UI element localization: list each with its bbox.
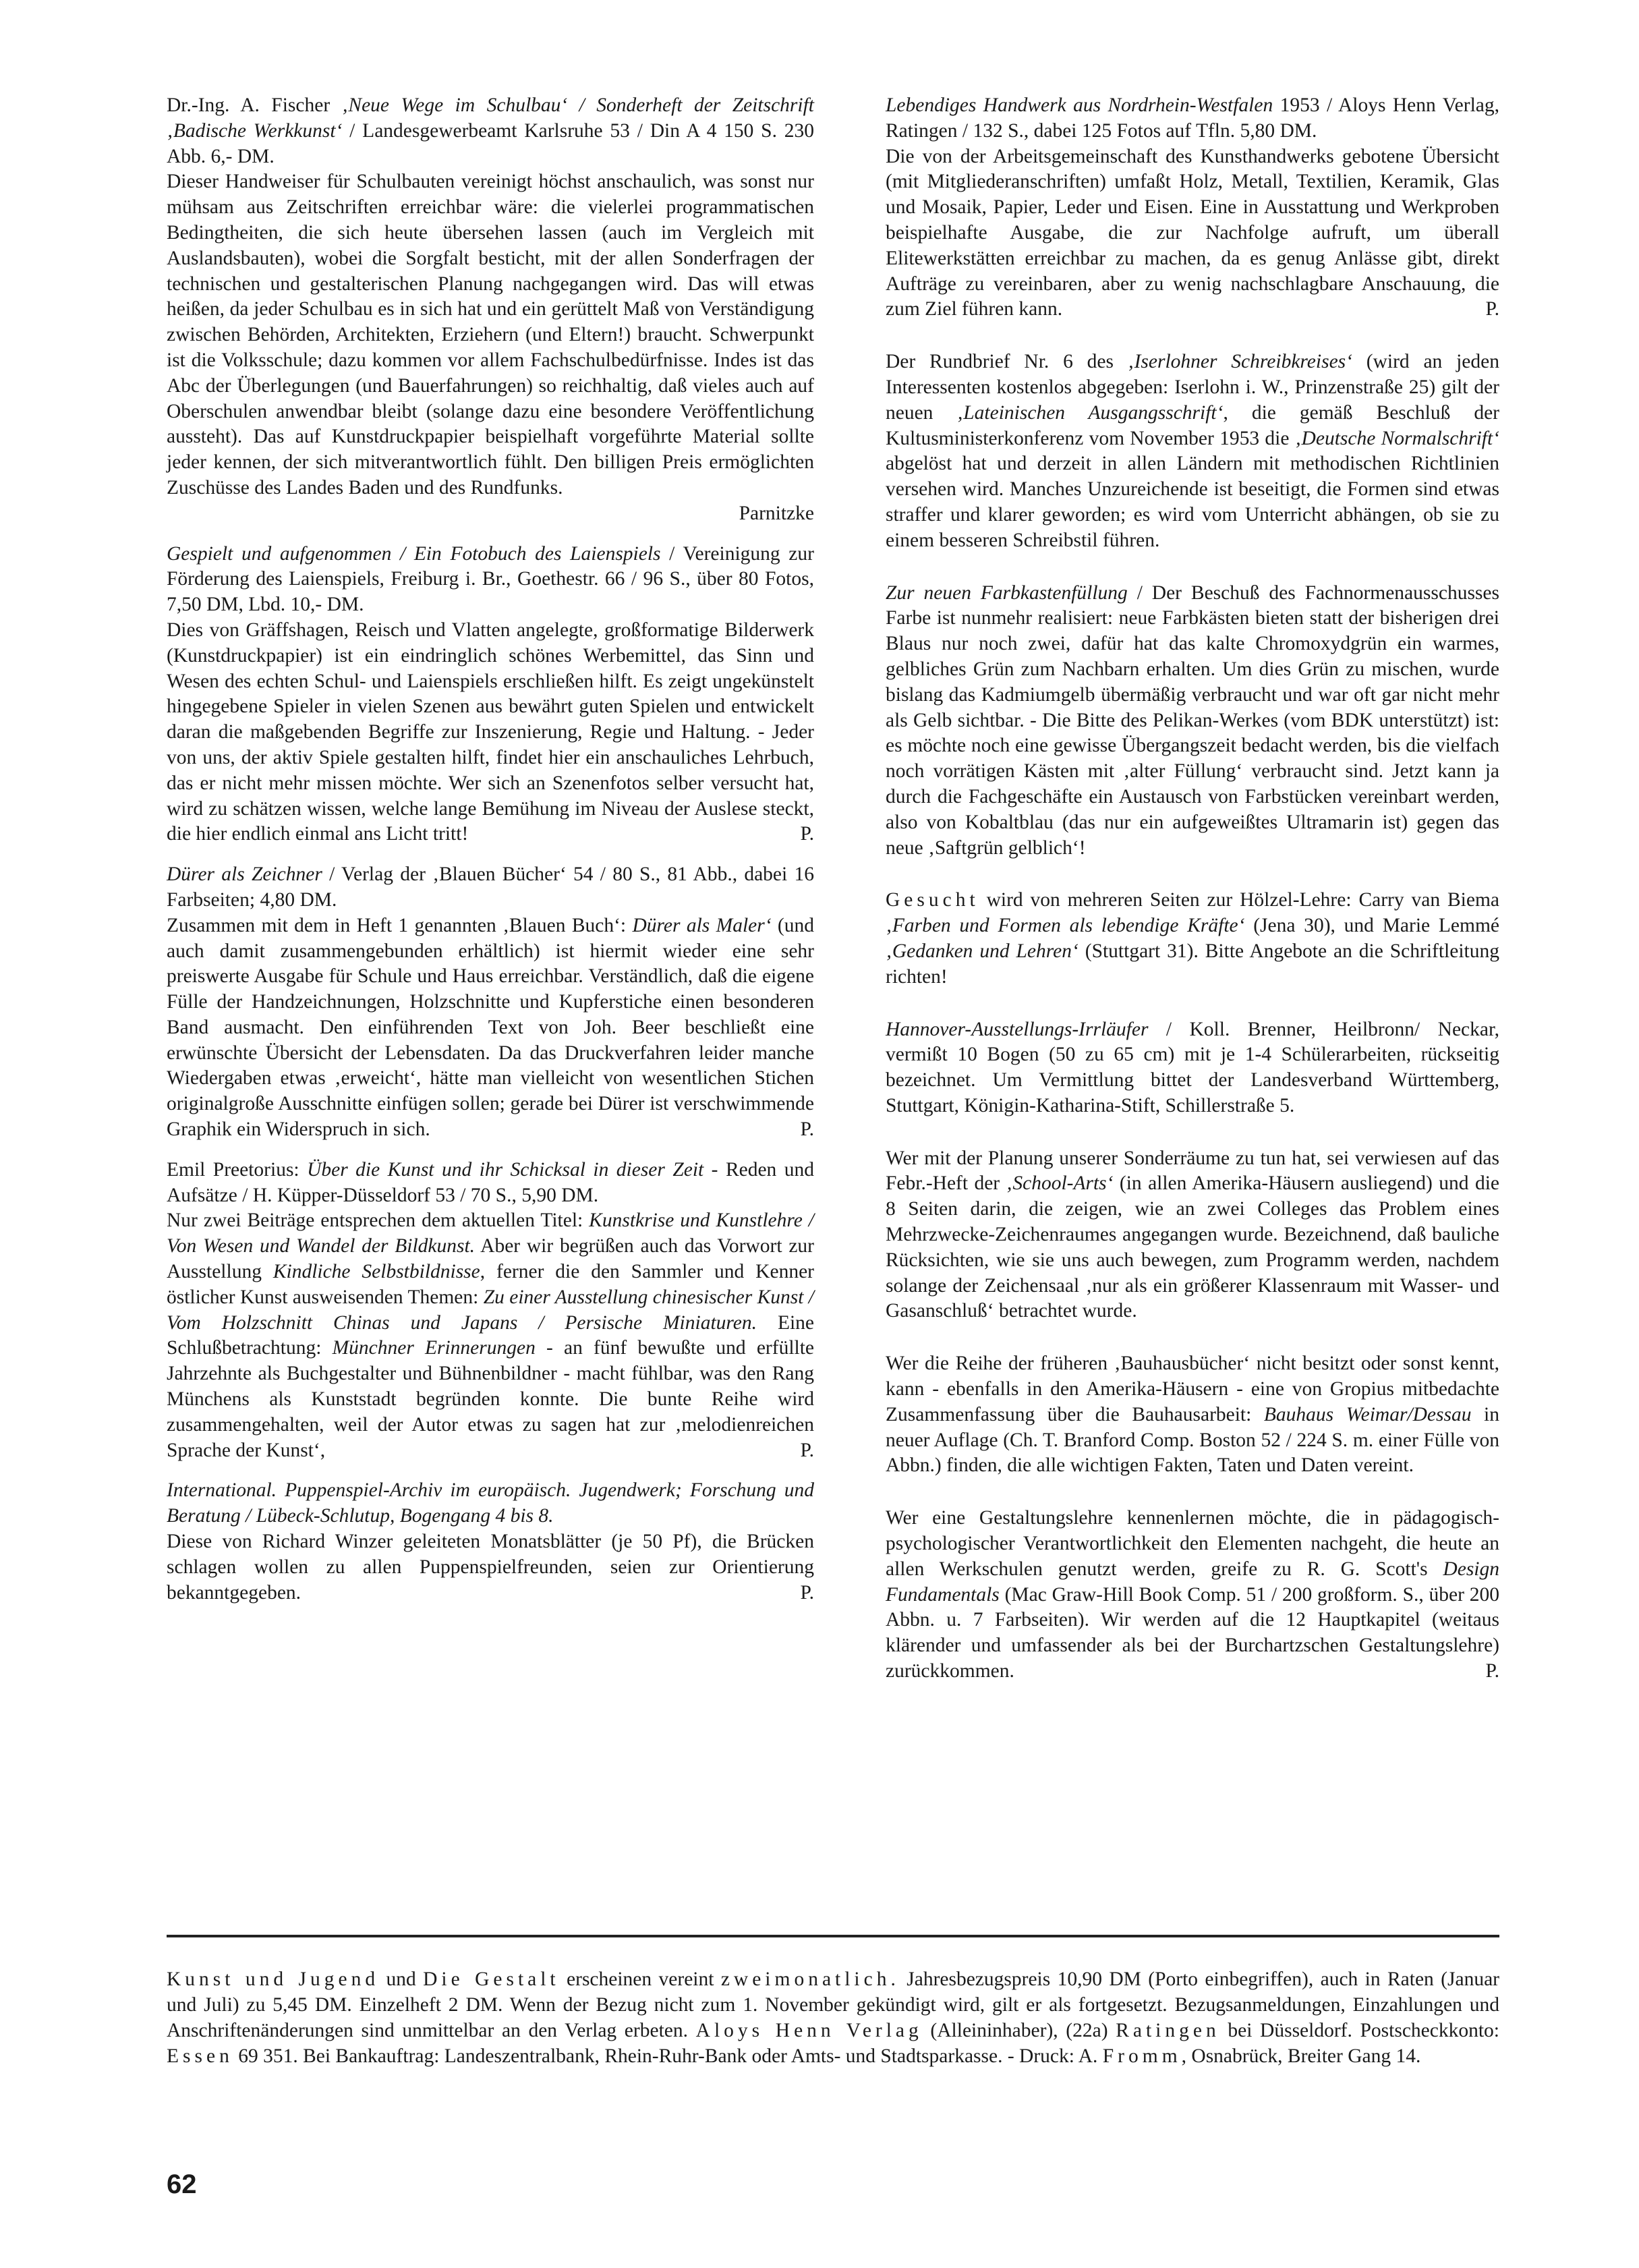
notice-body: Wer die Reihe der früheren ‚Bauhausbücher‘ nicht besitzt oder sonst kennt, kann - ebenfalls in den Amerika-Häusern - eine von Gropius mitbedachte Zusammenfassung über die Bauhausarbeit:: [886, 1353, 1499, 1425]
city-name: Essen: [167, 2045, 233, 2067]
review-body: , ferner die den Sammler und Kenner östlicher Kunst ausweisenden Themen:: [167, 1261, 814, 1308]
notice-body: / Der Beschuß des Fachnormenausschusses Farbe ist nunmehr realisiert: neue Farbkästen bieten statt der bisherigen drei Blaus nur noch zwei, dafür hat das kalte Chromoxydgrün ein warmes, gelbliches Grün zum Nachbarn erhalten. Um dies Grün zu mischen, wurde bislang das Kadmiumgelb übermäßig verbraucht und war oft gar nicht mehr als Gelb sichtbar. - Die Bitte des Pelikan-Werkes (vom BDK unterstützt) ist: es möchte noch eine gewisse Übergangszeit bedacht werden, bis die vielfach noch vorrätigen Kästen mit ‚alter Füllung‘ verbraucht sind. Jetzt kann ja durch die Fachgeschäfte ein Austausch von Farbstücken vereinbart werden, also von Kobaltblau (das nur ein aufgeweißtes Ultramarin ist) gegen das neue ‚Saftgrün gelblich‘!: [886, 582, 1499, 859]
notice-heading: Hannover-Ausstellungs-Irrläufer: [886, 1018, 1149, 1040]
notice-farbkasten: [886, 581, 1499, 861]
frequency: zweimonatlich.: [720, 1968, 900, 1990]
journal-name: Die Gestalt: [423, 1968, 560, 1990]
review-signature: Parnitzke: [739, 502, 814, 524]
review-heading: [167, 93, 814, 169]
notice-body: (wird an jeden Interessenten kostenlos abgegeben: Iserlohn i. W., Prinzenstraße 25) gilt der neuen: [886, 351, 1499, 424]
notice-bauhaus: [886, 1351, 1499, 1479]
review-body: Diese von Richard Winzer geleiteten Monatsblätter (je 50 Pf), die Brücken schlagen wollen zu allen Puppenspielfreunden, seien zur Orientierung bekanntgegeben.: [167, 1531, 814, 1604]
notice-hannover-irrlaeufer: [886, 1017, 1499, 1119]
cited-title: ‚Lateinischen Ausgangsschrift‘: [956, 401, 1224, 424]
review-signature: P.: [800, 1581, 814, 1604]
footer-span: , Osnabrück, Breiter Gang 14.: [1181, 2045, 1421, 2067]
journal-name: Kunst und Jugend: [167, 1968, 380, 1990]
review-text: [167, 1529, 814, 1606]
right-column: [886, 93, 1499, 1699]
review-signature: P.: [1485, 298, 1499, 320]
publication-details: 1953 / Aloys Henn Verlag, Ratingen / 132 S., dabei 125 Fotos auf Tfln. 5,80 DM.: [886, 94, 1500, 142]
review-body: Zusammen mit dem in Heft 1 genannten ‚Blauen Buch‘:: [167, 914, 633, 936]
footer-span: erscheinen vereint: [559, 1968, 721, 1990]
review-text: [167, 913, 814, 1143]
footer-span: (Alleininhaber), (22a): [922, 2020, 1116, 2041]
notice-body: (in allen Amerika-Häusern ausliegend) und die 8 Seiten darin, die zeigen, wie an zwei Colleges das Problem eines Mehrzwecke-Zeichenraumes angegangen wurde. Bezeichnend, daß bauliche Rücksichten, wie sie uns auch bewegen, zum Programm werden, nachdem solange der Zeichensaal ‚nur als ein größerer Klassenraum mit Wasser- und Gasanschluß‘ betrachtet wurde.: [886, 1172, 1499, 1322]
footer-span: und: [379, 1968, 424, 1990]
publication-details: / Vereinigung zur Förderung des Laienspiels, Freiburg i. Br., Goethestr. 66 / 96 S., über 80 Fotos, 7,50 DM, Lbd. 10,- DM.: [167, 542, 814, 616]
review-signature: P.: [800, 823, 814, 845]
notice-body: (Jena 30), und Marie Lemmé: [1244, 915, 1499, 937]
notice-text: [886, 1351, 1499, 1479]
notice-heading: Gesucht: [886, 889, 979, 911]
review-text: [886, 144, 1499, 323]
notice-body: , die gemäß Beschluß der Kultusministerkonferenz vom November 1953 die: [886, 401, 1499, 449]
review-body: Dies von Gräffshagen, Reisch und Vlatten angelegte, großformatige Bilderwerk (Kunstdruckpapier) ist ein eindringlich schönes Werbemittel, das Sinn und Wesen des echten Schul- und Laienspiels erschließen hilft. Es zeigt ungekünstelt hingegebene Spieler in vielen Szenen aus bewährt guten Spielen und entwickelt daran die maßgebenden Begriffe zur Inszenierung, Regie und Haltung. - Jeder von uns, der aktiv Spiele gestalten hilft, findet hier ein anschauliches Lehrbuch, das er nicht mehr missen möchte. Wer sich an Szenenfotos selber versucht hat, wird zu schätzen wissen, welche lange Bemühung im Niveau der Auslese steckt, die hier endlich einmal ans Licht tritt!: [167, 619, 814, 845]
review-body: Eine Schlußbetrachtung:: [167, 1311, 815, 1359]
city-name: Ratingen: [1116, 2020, 1220, 2041]
printer-name: Fromm: [1102, 2045, 1182, 2067]
footer-span: Jahresbezugspreis 10,90 DM (Porto einbegriffen), auch in Raten (Januar und Juli) zu 5,45 DM. Einzelheft 2 DM. Wenn der Bezug nicht zum 1. November gekündigt wird, gilt er als fortgesetzt. Bezugsanmeldungen, Einzahlungen und Anschriftenänderungen sind unmittelbar an den Verlag erbeten.: [167, 1968, 1500, 2041]
review-puppenspiel-archiv: [167, 1478, 814, 1606]
author: Emil Preetorius:: [167, 1158, 308, 1181]
cited-title: Kunstkrise und Kunstlehre / Von Wesen und Wandel der Bildkunst.: [167, 1210, 814, 1257]
review-heading: International. Puppenspiel-Archiv im europäisch. Jugendwerk; Forschung und Beratung / Lübeck-Schlutup, Bogengang 4 bis 8.: [167, 1479, 814, 1527]
cited-title: ‚Farben und Formen als lebendige Kräfte‘: [886, 915, 1245, 937]
notice-text: [886, 1146, 1499, 1325]
cited-title: ‚Iserlohner Schreibkreises‘: [1127, 351, 1352, 373]
review-text: Dieser Handweiser für Schulbauten vereinigt höchst anschaulich, was sonst nur mühsam aus Zeitschriften erreichbar wäre: die vielerlei programmatischen Bedingtheiten, die sich heute übersehen lassen (auch im Vergleich mit Auslandsbauten), wobei die Sorgfalt besticht, mit der allen Sonderfragen der technischen und gestalterischen Planung nachgegangen wird. Das will etwas heißen, da jeder Schulbau es in sich hat und ein gerüttelt Maß von Verständigung zwischen Behörden, Architekten, Erziehern (und Eltern!) braucht. Schwerpunkt ist die Volksschule; dazu kommen vor allem Fachschulbedürfnisse. Indes ist das Abc der Überlegungen (und Bauerfahrungen) so reichhaltig, daß vieles auch auf Oberschulen anwendbar bleibt (solange dazu eine besondere Veröffentlichung aussteht). Das auf Kunstdruckpapier beispielhaft vorgeführte Material sollte jeder kennen, der sich mitverantwortlich fühlt. Den billigen Preis ermöglichten Zuschüsse des Landes Baden und des Rundfunks.: [167, 171, 814, 499]
notice-body: wird von mehreren Seiten zur Hölzel-Lehre: Carry van Biema: [979, 889, 1499, 911]
notice-text: [886, 1017, 1499, 1119]
review-signature: P.: [800, 1439, 814, 1461]
review-body: Aber wir begrüßen auch das Vorwort zur Ausstellung: [167, 1235, 814, 1283]
review-heading: [167, 862, 814, 913]
notice-gesucht: [886, 888, 1499, 990]
notice-body: (Mac Graw-Hill Book Comp. 51 / 200 großform. S., über 200 Abbn. u. 7 Farbseiten). Wir werden auf die 12 Hauptkapitel (weitaus klärender und umfassender als bei der Burchartzschen Gestaltungslehre) zurückkommen.: [886, 1583, 1499, 1682]
notice-body: in neuer Auflage (Ch. T. Branford Comp. Boston 52 / 224 S. m. einer Fülle von Abbn.) finden, die alle wichtigen Fakten, Taten und Daten vereint.: [886, 1403, 1500, 1477]
book-title: Dürer als Zeichner: [167, 863, 322, 886]
footer-span: 69 351. Bei Bankauftrag: Landeszentralbank, Rhein-Ruhr-Bank oder Amts- und Stadtsparkasse. - Druck: A.: [233, 2045, 1103, 2067]
notice-school-arts: [886, 1146, 1499, 1325]
cited-title: ‚School-Arts‘: [1006, 1172, 1114, 1195]
cited-title: Bauhaus Weimar/Dessau: [1263, 1403, 1472, 1425]
review-body: Nur zwei Beiträge entsprechen dem aktuellen Titel:: [167, 1210, 590, 1232]
review-text: [167, 1208, 814, 1463]
review-signature: P.: [1485, 1660, 1499, 1682]
review-heading: [167, 1158, 814, 1209]
notice-body: Wer eine Gestaltungslehre kennenlernen möchte, die in pädagogisch-psychologischer Verantwortlichkeit den Elementen nachgeht, die heute an allen Werkschulen genutzt werden, greife zu R. G. Scott's: [886, 1507, 1499, 1580]
book-title: Gespielt und aufgenommen / Ein Fotobuch des Laienspiels: [167, 542, 661, 565]
notice-text: [886, 349, 1499, 553]
notice-body: abgelöst hat und derzeit in allen Ländern mit methodischen Richtlinien versehen wird. Manches Unzureichende ist beseitigt, die Formen sind etwas straffer und klarer geworden; es wird vom Unterricht abhängen, ob sie zu einem besseren Schreibstil führen.: [886, 453, 1499, 551]
review-lebendiges-handwerk: [886, 93, 1499, 322]
review-body: - an fünf bewußte und erfüllte Jahrzehnte als Buchgestalter und Bühnenbildner - macht fühlbar, was den Rang Münchens als Kunststadt begründen konnte. Die bunte Reihe wird zusammengehalten, weil der Autor etwas zu sagen hat zur ‚melodienreichen Sprache der Kunst‘,: [167, 1337, 815, 1461]
book-title: Lebendiges Handwerk aus Nordrhein-Westfalen: [886, 94, 1273, 116]
notice-heading: Zur neuen Farbkastenfüllung: [886, 582, 1128, 604]
review-heading: [886, 93, 1499, 144]
cited-title: Zu einer Ausstellung chinesischer Kunst / Vom Holzschnitt Chinas und Japans / Persische Miniaturen.: [167, 1286, 814, 1334]
cited-title: Dürer als Maler‘: [632, 914, 772, 936]
publication-details: - Reden und Aufsätze / H. Küpper-Düsseldorf 53 / 70 S., 5,90 DM.: [167, 1158, 815, 1206]
footer-text: [167, 1966, 1499, 2069]
notice-design-fundamentals: [886, 1506, 1499, 1684]
review-fischer-schulbau: [167, 93, 814, 527]
publication-details: / Verlag der ‚Blauen Bücher‘ 54 / 80 S., 81 Abb., dabei 16 Farbseiten; 4,80 DM.: [167, 863, 814, 911]
review-duerer-zeichner: [167, 862, 814, 1143]
review-text: [167, 618, 814, 847]
publication-details: / Landesgewerbeamt Karlsruhe 53 / Din A 4 150 S. 230 Abb. 6,- DM.: [167, 119, 814, 167]
footer-span: bei Düsseldorf. Postscheckkonto:: [1219, 2020, 1499, 2041]
notice-text: [886, 1506, 1499, 1684]
footer-divider: [167, 1935, 1499, 1937]
review-heading: [167, 542, 814, 618]
publisher-footer: [167, 1966, 1499, 2069]
cited-title: ‚Deutsche Normalschrift‘: [1294, 427, 1499, 449]
review-signature: P.: [800, 1118, 814, 1141]
book-title: Über die Kunst und ihr Schicksal in dieser Zeit: [307, 1158, 704, 1181]
notice-body: (Stuttgart 31). Bitte Angebote an die Schriftleitung richten!: [886, 940, 1499, 988]
notice-body: Wer mit der Planung unserer Sonderräume zu tun hat, sei verwiesen auf das Febr.-Heft der: [886, 1147, 1499, 1195]
cited-title: Design Fundamentals: [886, 1558, 1499, 1606]
notice-text: [886, 581, 1499, 861]
review-preetorius: [167, 1158, 814, 1464]
cited-title: Kindliche Selbstbildnisse: [272, 1261, 480, 1283]
cited-title: ‚Gedanken und Lehren‘: [886, 940, 1079, 962]
review-body: Die von der Arbeitsgemeinschaft des Kunsthandwerks gebotene Übersicht (mit Mitgliederanschriften) umfaßt Holz, Metall, Textilien, Keramik, Glas und Mosaik, Papier, Leder und Eisen. Eine in Ausstattung und Werkproben beispielhafte Ausgabe, die zur Nachfolge aufruft, um überall Elitewerkstätten erreichbar zu machen, da es genug Anlässe gibt, direkt Aufträge zu vereinbaren, aber zu wenig nachschlagbare Anschauung, die zum Ziel führen kann.: [886, 145, 1499, 320]
page-number: 62: [167, 2170, 197, 2199]
notice-text: [886, 888, 1499, 990]
publisher-name: Aloys Henn Verlag: [695, 2020, 923, 2041]
left-column: [167, 93, 814, 1620]
notice-schreibkreis: [886, 349, 1499, 553]
book-title: ‚Neue Wege im Schulbau‘ / Sonderheft der Zeitschrift ‚Badische Werkkunst‘: [167, 94, 814, 142]
review-body: (und auch damit zusammengebunden erhältlich) ist hiermit wieder eine sehr preiswerte Ausgabe für Schule und Haus erreichbar. Verständlich, daß die eigene Fülle der Handzeichnungen, Holzschnitte und Kupferstiche einen besonderen Band ausmacht. Den einführenden Text von Joh. Beer beschließt eine erwünschte Übersicht der Lebensdaten. Da das Druckverfahren leider manche Wiedergaben etwas ‚erweicht‘, hätte man vielleicht von wesentlichen Stichen originalgroße Ausschnitte einfügen sollen; gerade bei Dürer ist verschwimmende Graphik ein Widerspruch in sich.: [167, 914, 814, 1141]
cited-title: Münchner Erinnerungen: [332, 1337, 536, 1359]
notice-body: / Koll. Brenner, Heilbronn/ Neckar, vermißt 10 Bogen (50 zu 65 cm) mit je 1-4 Schülerarbeiten, rückseitig bezeichnet. Um Vermittlung bittet der Landesverband Württemberg, Stuttgart, Königin-Katharina-Stift, Schillerstraße 5.: [886, 1018, 1499, 1116]
review-gespielt-aufgenommen: [167, 542, 814, 848]
author: Dr.-Ing. A. Fischer: [167, 94, 342, 116]
notice-body: Der Rundbrief Nr. 6 des: [886, 351, 1128, 373]
